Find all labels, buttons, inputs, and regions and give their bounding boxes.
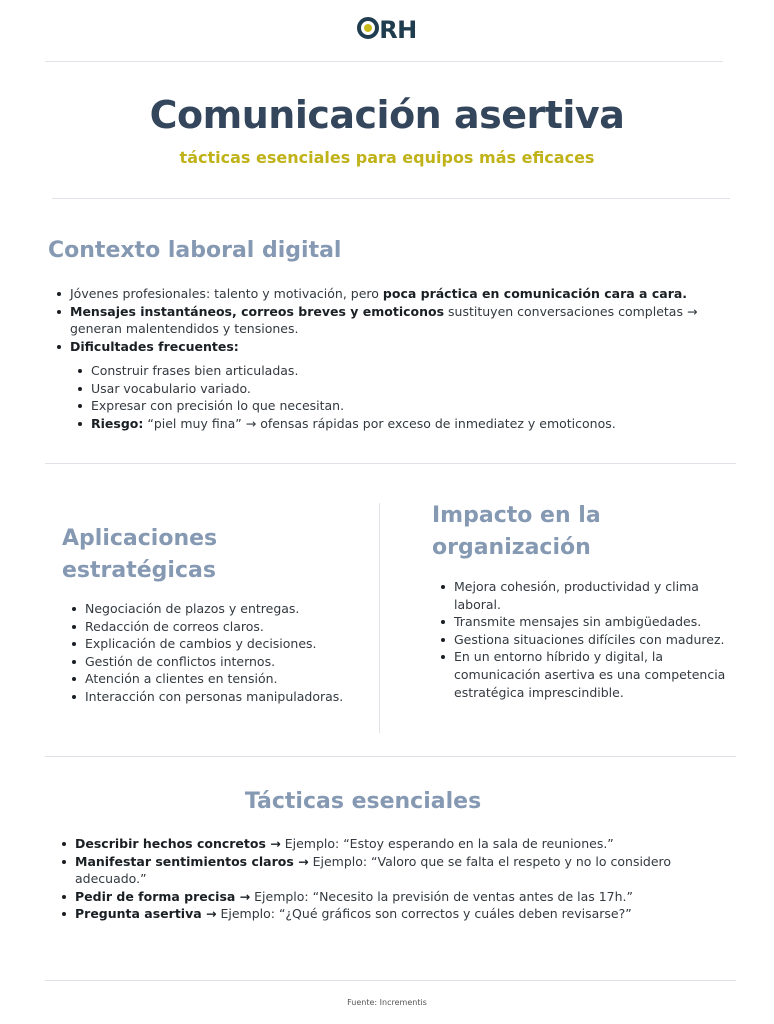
aplicaciones-list: [85, 600, 370, 706]
list-item: Expresar con precisión lo que necesitan.: [91, 397, 711, 415]
list-item: Riesgo: “piel muy fina” → ofensas rápidas por exceso de inmediatez y emoticonos.: [91, 415, 711, 433]
list-item: Usar vocabulario variado.: [91, 380, 711, 398]
column-divider: [379, 503, 380, 733]
contexto-sublist: [91, 362, 711, 432]
top-divider: [45, 61, 723, 62]
list-item: En un entorno híbrido y digital, la comunicación asertiva es una competencia estratégica imprescindible.: [454, 649, 726, 700]
section-heading-contexto: Contexto laboral digital: [48, 238, 342, 263]
section-divider-2: [45, 756, 736, 757]
list-item: Dificultades frecuentes:: [70, 338, 710, 356]
section-divider-1: [45, 463, 736, 464]
footer-divider: [45, 980, 736, 981]
header-divider: [52, 198, 730, 199]
list-item: Interacción con personas manipuladoras.: [85, 688, 370, 706]
page-title: Comunicación asertiva: [149, 93, 625, 137]
logo: [0, 16, 774, 44]
contexto-list: [70, 285, 710, 355]
list-item: Construir frases bien articuladas.: [91, 362, 711, 380]
list-item: Manifestar sentimientos claros → Ejemplo: “Valoro que se falta el respeto y no lo considero adecuado.”: [75, 853, 715, 888]
list-item: Atención a clientes en tensión.: [85, 670, 370, 688]
impacto-list: [454, 578, 726, 701]
page-subtitle: tácticas esenciales para equipos más eficaces: [179, 148, 595, 167]
list-item: Describir hechos concretos → Ejemplo: “Estoy esperando en la sala de reuniones.”: [75, 835, 715, 853]
list-item: Negociación de plazos y entregas.: [85, 600, 370, 618]
list-item: Pregunta asertiva → Ejemplo: “¿Qué gráficos son correctos y cuáles deben revisarse?”: [75, 905, 715, 923]
list-item: Explicación de cambios y decisiones.: [85, 635, 370, 653]
list-item: Transmite mensajes sin ambigüedades.: [454, 613, 726, 631]
list-item: Redacción de correos claros.: [85, 618, 370, 636]
list-item: Mensajes instantáneos, correos breves y emoticonos sustituyen conversaciones completas → generan malentendidos y tensiones.: [70, 303, 710, 338]
list-item: Jóvenes profesionales: talento y motivación, pero poca práctica en comunicación cara a cara.: [70, 285, 710, 303]
logo-text: RH: [379, 16, 417, 44]
list-item: Mejora cohesión, productividad y clima laboral.: [454, 578, 726, 613]
section-heading-aplicaciones: Aplicaciones estratégicas: [62, 526, 218, 583]
list-item: Gestiona situaciones difíciles con madurez.: [454, 631, 725, 647]
list-item: Pedir de forma precisa → Ejemplo: “Necesito la previsión de ventas antes de las 17h.”: [75, 888, 715, 906]
section-heading-impacto: Impacto en la organización: [432, 503, 601, 560]
list-item: Gestión de conflictos internos.: [85, 653, 370, 671]
source-note: Fuente: Incrementis: [347, 998, 427, 1007]
tacticas-list: [75, 835, 715, 923]
section-heading-tacticas: Tácticas esenciales: [244, 789, 482, 814]
logo-ring-icon: [357, 17, 379, 39]
